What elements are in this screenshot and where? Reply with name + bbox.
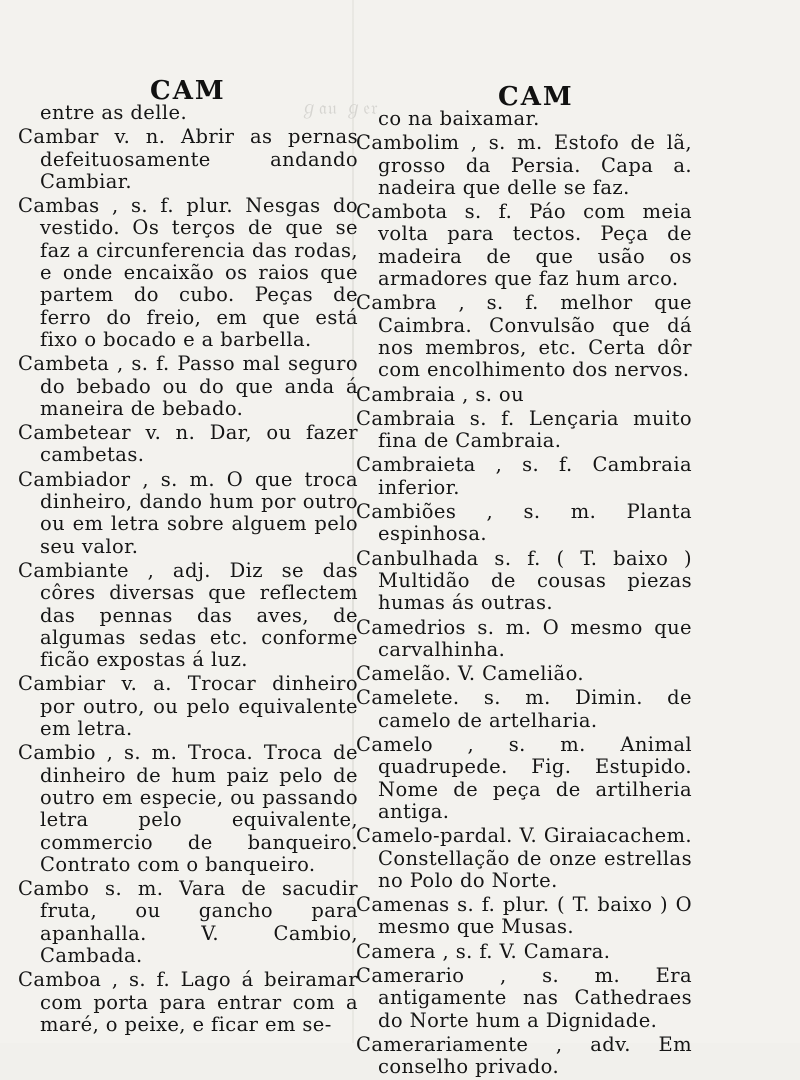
dictionary-entry: Cambiar v. a. Trocar dinheiro por outro, ou pelo equivalente em letra. xyxy=(18,672,358,741)
dictionary-entry: Camelão. V. Camelião. xyxy=(356,662,584,686)
dictionary-entry: Camerario , s. m. Era antigamente nas Cathedraes do Norte hum a Dignidade. xyxy=(356,963,692,1032)
dictionary-entry: Cambraieta , s. f. Cambraia inferior. xyxy=(356,453,692,499)
dictionary-entry: Camelo-pardal. V. Giraiacachem. Constellação de onze estrellas no Polo do Norte. xyxy=(356,824,692,892)
dictionary-entry: Cambiador , s. m. O que troca dinheiro, dando hum por outro ou em letra sobre alguem pelo seu valor. xyxy=(18,467,358,558)
dictionary-entry: Cambio , s. m. Troca. Troca de dinheiro de hum paiz pelo de outro em especie, ou passando letra pelo equivalente, commercio de banqueiro. Contrato com o banqueiro. xyxy=(18,741,358,876)
dictionary-entry: Camenas s. f. plur. ( T. baixo ) O mesmo que Musas. xyxy=(356,893,692,939)
header-right: CAM xyxy=(498,82,574,112)
dictionary-entry: Camedrios s. m. O mesmo que carvalhinha. xyxy=(356,615,692,661)
dictionary-entry: Cambeta , s. f. Passo mal seguro do bebado ou do que anda á maneira de bebado. xyxy=(18,352,358,420)
header-left: CAM xyxy=(150,76,226,106)
dictionary-entry: Cambiões , s. m. Planta espinhosa. xyxy=(356,500,692,546)
dictionary-entry: entre as delle. xyxy=(40,101,188,124)
dictionary-entry: Camelete. s. m. Dimin. de camelo de artelharia. xyxy=(356,686,692,732)
dictionary-entry: Cambra , s. f. melhor que Caimbra. Convulsão que dá nos membros, etc. Certa dôr com encolhimento dos nervos. xyxy=(356,291,692,382)
dictionary-entry: Cambolim , s. m. Estofo de lã, grosso da Persia. Capa a. nadeira que delle se faz. xyxy=(356,131,692,199)
dictionary-entry: Canbulhada s. f. ( T. baixo ) Multidão de cousas piezas humas ás outras. xyxy=(356,546,692,615)
dictionary-entry: Cambota s. f. Páo com meia volta para tectos. Peça de madeira de que usão os armadores que faz hum arco. xyxy=(356,200,692,291)
dictionary-entry: Cambas , s. f. plur. Nesgas do vestido. Os terços de que se faz a circunferencia das rodas, e onde encaixão os raios que partem do cubo. Peças de ferro do freio, em que está fixo o bocado e a barbella. xyxy=(18,194,358,351)
dictionary-entry: Cambar v. n. Abrir as pernas defeituosamente andando Cambiar. xyxy=(18,125,358,193)
dictionary-entry: Cambiante , adj. Diz se das côres diversas que reflectem das pennas das aves, de algumas sedas etc. conforme ficão expostas á luz. xyxy=(18,558,358,672)
dictionary-entry: Cambetear v. n. Dar, ou fazer cambetas. xyxy=(18,421,358,467)
bleed-through-text: ℊ𝔞𝔲 ℊ𝔢𝔯 xyxy=(300,98,379,119)
dictionary-entry: co na baixamar. xyxy=(378,107,540,130)
dictionary-entry: Camelo , s. m. Animal quadrupede. Fig. Estupido. Nome de peça de artilheria antiga. xyxy=(356,733,692,823)
dictionary-entry: Camboa , s. f. Lago á beiramar com porta para entrar com a maré, o peixe, e ficar em se- xyxy=(18,968,358,1036)
left-entries xyxy=(18,102,358,1038)
right-entries xyxy=(356,108,692,1080)
dictionary-entry: Camerariamente , adv. Em conselho privado. xyxy=(356,1032,692,1079)
dictionary-entry: Cambraia s. f. Lençaria muito fina de Cambraia. xyxy=(356,406,692,453)
dictionary-entry: Camera , s. f. V. Camara. xyxy=(356,939,611,963)
dictionary-entry: Cambraia , s. ou xyxy=(356,382,525,406)
dictionary-entry: Cambo s. m. Vara de sacudir fruta, ou gancho para apanhalla. V. Cambio, Cambada. xyxy=(18,877,358,967)
